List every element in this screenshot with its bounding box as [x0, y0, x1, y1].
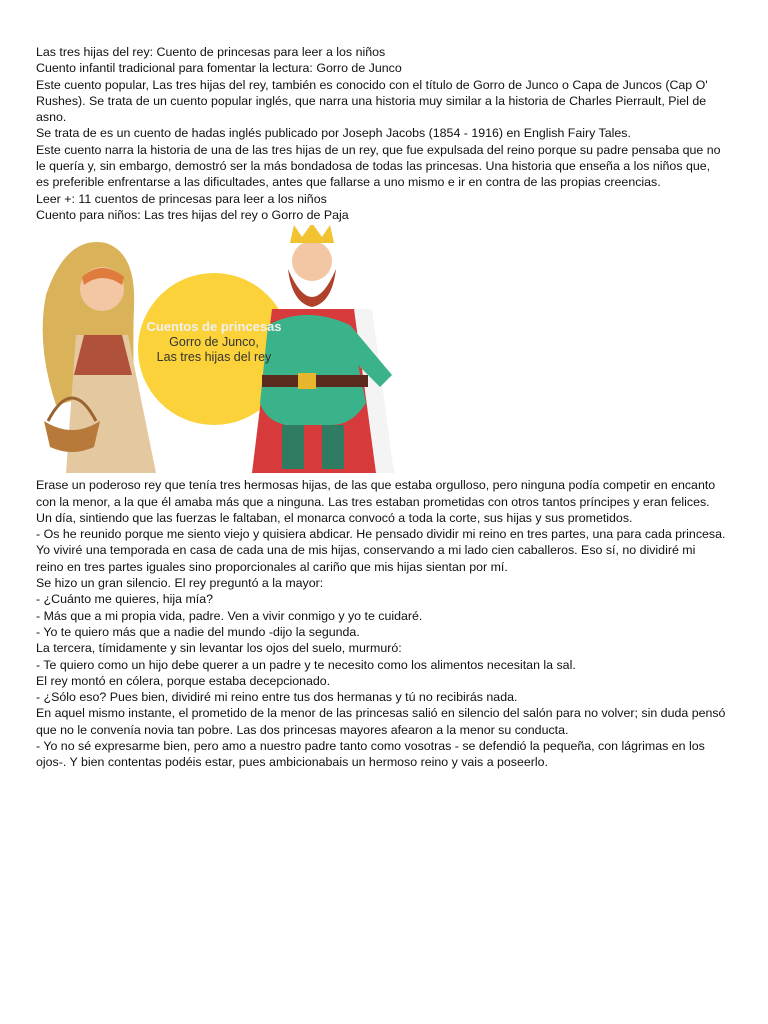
princess-bodice	[74, 335, 132, 375]
dialogue-line: - Más que a mi propia vida, padre. Ven a vivir conmigo y yo te cuidaré.	[36, 608, 423, 623]
illustration-caption	[136, 319, 292, 365]
king-leg-right	[322, 425, 344, 469]
illustration-line-2: Las tres hijas del rey	[156, 350, 272, 365]
document-title: Las tres hijas del rey: Cuento de princesas para leer a los niños	[36, 45, 386, 59]
source-paragraph: Se trata de es un cuento de hadas inglés publicado por Joseph Jacobs (1854 - 1916) en English Fairy Tales.	[36, 126, 631, 141]
story-illustration	[36, 225, 396, 473]
crown-icon	[290, 225, 334, 243]
story-paragraph: En aquel mismo instante, el prometido de la menor de las princesas salió en silencio del salón para no volver; sin duda pensó que no le convenía novia tan pobre. Las dos princesas mayores afearon a la menor su conducta.	[36, 706, 726, 737]
intro-paragraph: Este cuento popular, Las tres hijas del rey, también es conocido con el título de Gorro de Junco o Capa de Juncos (Cap O' Rushes). Se trata de un cuento popular inglés, que narra una historia muy similar a la historia de Charles Pierrault, Piel de asno.	[36, 77, 708, 125]
dialogue-line: - ¿Sólo eso? Pues bien, dividiré mi reino entre tus dos hermanas y tú no recibirás nada.	[36, 690, 518, 705]
illustration-title: Cuentos de princesas	[146, 319, 282, 335]
dialogue-line: - Yo te quiero más que a nadie del mundo -dijo la segunda.	[36, 624, 360, 639]
story-paragraph: El rey montó en cólera, porque estaba decepcionado.	[36, 673, 331, 688]
story-paragraph: Se hizo un gran silencio. El rey preguntó a la mayor:	[36, 576, 324, 591]
story-paragraph: La tercera, tímidamente y sin levantar los ojos del suelo, murmuró:	[36, 641, 402, 656]
king-buckle	[298, 373, 316, 389]
dialogue-line: - Te quiero como un hijo debe querer a un padre y te necesito como los alimentos necesitan la sal.	[36, 657, 576, 672]
story-paragraph: Un día, sintiendo que las fuerzas le faltaban, el monarca convocó a toda la corte, sus hijas y sus prometidos.	[36, 510, 633, 525]
document-subtitle: Cuento infantil tradicional para fomentar la lectura: Gorro de Junco	[36, 61, 402, 76]
dialogue-line: - ¿Cuánto me quieres, hija mía?	[36, 592, 213, 607]
king-face	[292, 241, 332, 281]
king-leg-left	[282, 425, 304, 469]
story-heading: Cuento para niños: Las tres hijas del rey o Gorro de Paja	[36, 207, 349, 222]
document-page	[36, 44, 726, 771]
story-paragraph: - Os he reunido porque me siento viejo y quisiera abdicar. He pensado dividir mi reino en tres partes, una para cada princesa. Yo viviré una temporada en casa de cada una de mis hijas, conservando a mi lado cien caballeros. Eso sí, no dividiré mi reino en tres partes iguales sino proporcionales al cariño que mis hijas sientan por mí.	[36, 527, 726, 574]
dialogue-line: - Yo no sé expresarme bien, pero amo a nuestro padre tanto como vosotras - se defendió la pequeña, con lágrimas en los ojos-. Y bien contentas podéis estar, pues ambicionabais un hermoso reino y vais a poseerlo.	[36, 739, 705, 770]
illustration-line-1: Gorro de Junco,	[169, 335, 259, 350]
read-more-link[interactable]: Leer +: 11 cuentos de princesas para leer a los niños	[36, 191, 327, 206]
summary-paragraph: Este cuento narra la historia de una de las tres hijas de un rey, que fue expulsada del reino porque su padre pensaba que no le quería y, sin embargo, demostró ser la más bondadosa de todas las princesas. Una historia que enseña a los niños que, es preferible enfrentarse a las dificultades, antes que fallarse a uno mismo e ir en contra de las propias creencias.	[36, 142, 721, 190]
story-paragraph: Erase un poderoso rey que tenía tres hermosas hijas, de las que estaba orgulloso, pero ninguna podía competir en encanto con la menor, a la que él amaba más que a ninguna. Las tres estaban prometidas con otros tantos príncipes y eran felices.	[36, 478, 716, 509]
